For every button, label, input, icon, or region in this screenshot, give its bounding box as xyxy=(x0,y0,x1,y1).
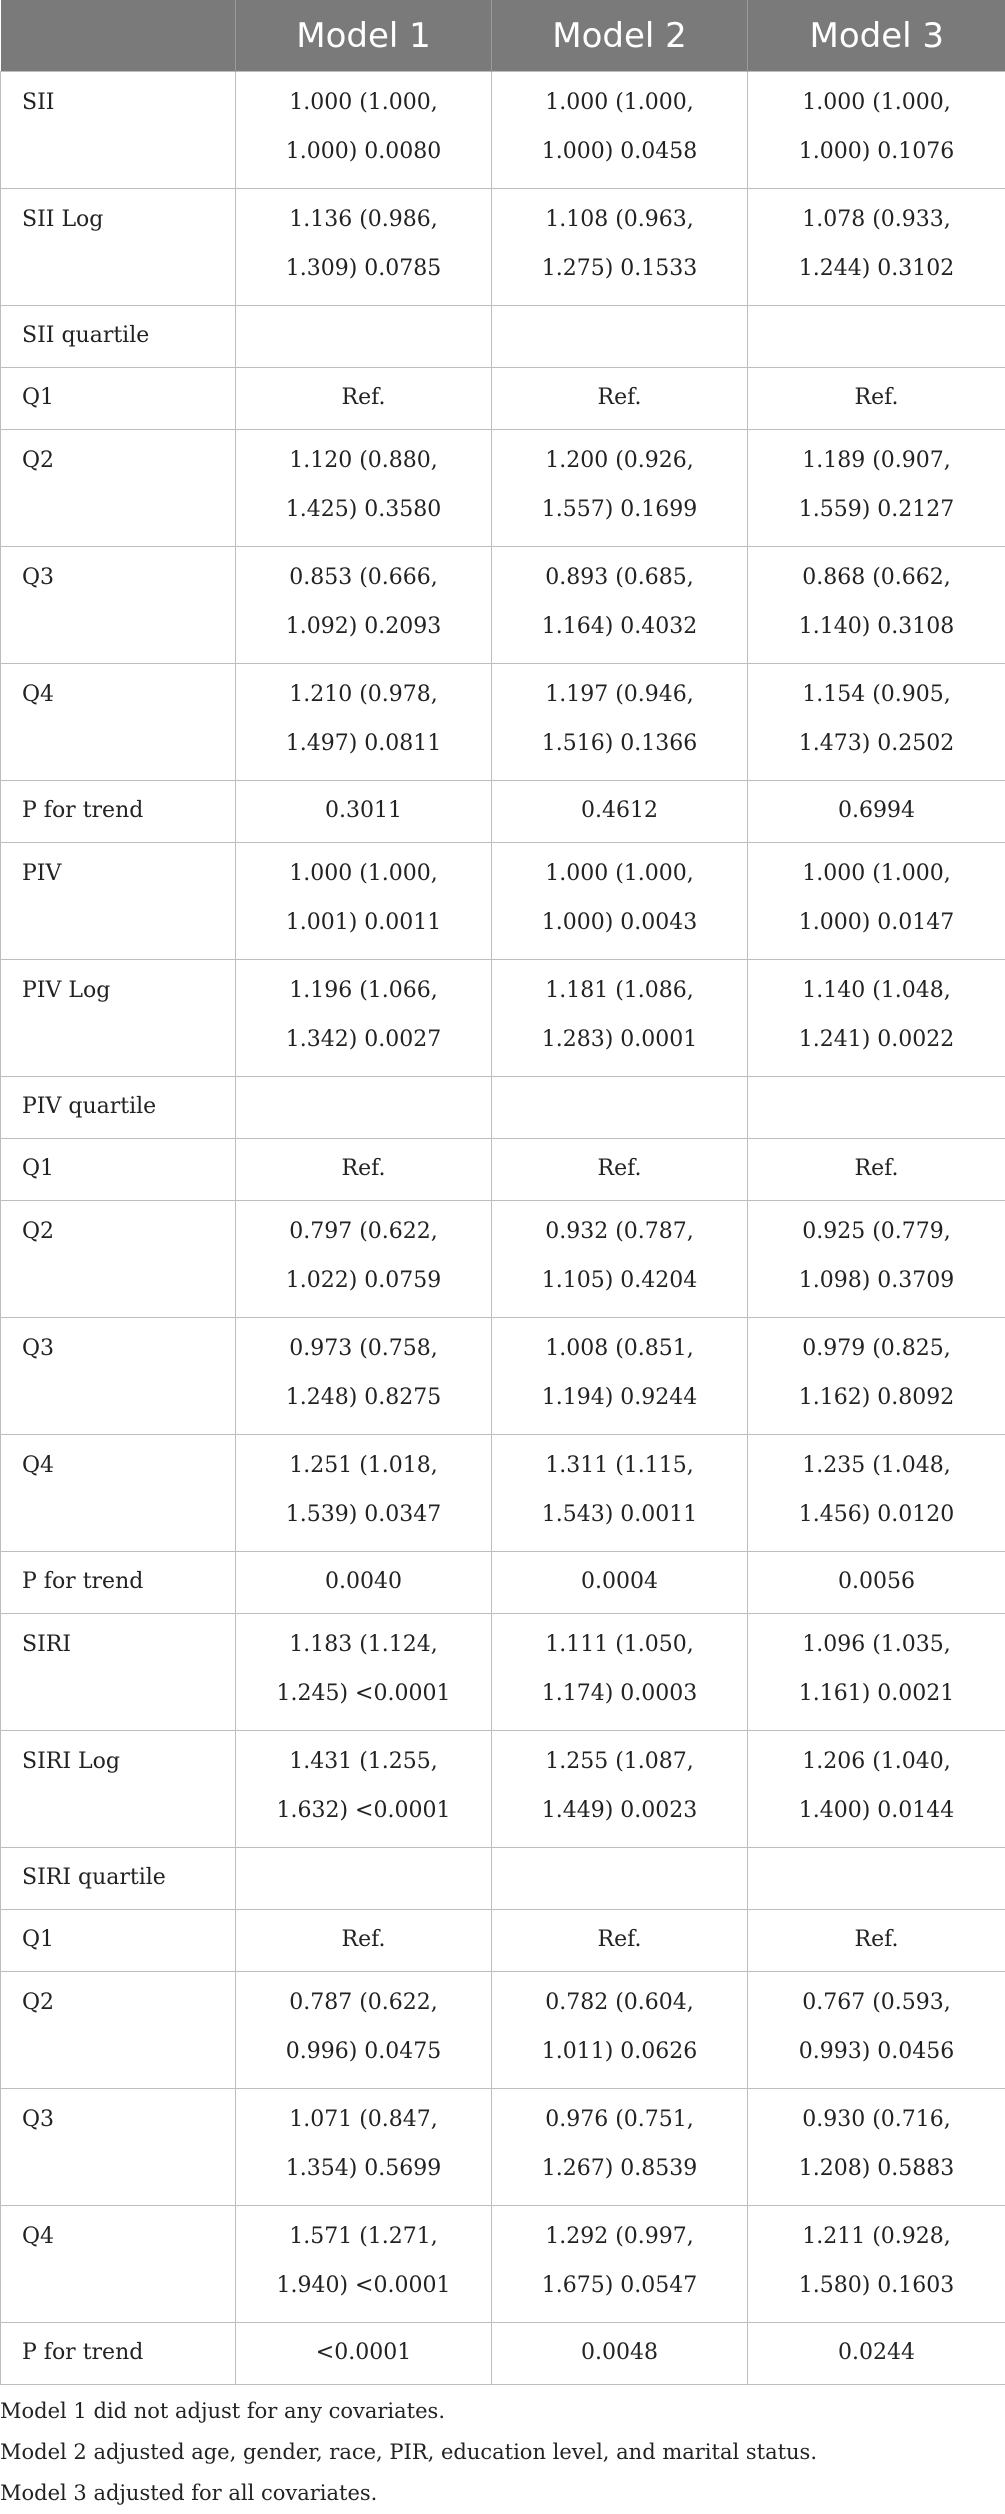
table-row xyxy=(1,2089,1005,2206)
table-row xyxy=(1,664,1005,781)
cell-model-2: 0.782 (0.604, 1.011) 0.0626 xyxy=(492,1972,748,2089)
cell-model-2: 0.976 (0.751, 1.267) 0.8539 xyxy=(492,2089,748,2206)
cell-model-1: 1.120 (0.880, 1.425) 0.3580 xyxy=(236,430,492,547)
table-row xyxy=(1,1077,1005,1139)
table-row xyxy=(1,1552,1005,1614)
table-row xyxy=(1,781,1005,843)
cell-model-3: 0.925 (0.779, 1.098) 0.3709 xyxy=(748,1201,1005,1318)
cell-model-3: 1.211 (0.928, 1.580) 0.1603 xyxy=(748,2206,1005,2323)
cell-model-3: Ref. xyxy=(748,1139,1005,1201)
cell-model-3: 1.206 (1.040, 1.400) 0.0144 xyxy=(748,1731,1005,1848)
cell-model-2: Ref. xyxy=(492,1910,748,1972)
table-row xyxy=(1,2323,1005,2385)
cell-model-1: 0.787 (0.622, 0.996) 0.0475 xyxy=(236,1972,492,2089)
cell-model-3: 0.767 (0.593, 0.993) 0.0456 xyxy=(748,1972,1005,2089)
cell-model-1 xyxy=(236,1848,492,1910)
cell-model-2: 1.292 (0.997, 1.675) 0.0547 xyxy=(492,2206,748,2323)
cell-model-2 xyxy=(492,1077,748,1139)
table-row xyxy=(1,2206,1005,2323)
row-label: Q4 xyxy=(1,1435,236,1552)
cell-model-3: 0.0244 xyxy=(748,2323,1005,2385)
row-label: Q1 xyxy=(1,1139,236,1201)
header-row xyxy=(1,0,1005,72)
header-cell-model-2: Model 2 xyxy=(492,0,748,72)
cell-model-3: 0.930 (0.716, 1.208) 0.5883 xyxy=(748,2089,1005,2206)
cell-model-2: 1.255 (1.087, 1.449) 0.0023 xyxy=(492,1731,748,1848)
cell-model-3 xyxy=(748,1077,1005,1139)
cell-model-1: Ref. xyxy=(236,1139,492,1201)
header-cell-model-3: Model 3 xyxy=(748,0,1005,72)
row-label: Q3 xyxy=(1,547,236,664)
table-row xyxy=(1,1435,1005,1552)
cell-model-1 xyxy=(236,306,492,368)
cell-model-1: 1.571 (1.271, 1.940) <0.0001 xyxy=(236,2206,492,2323)
table-row xyxy=(1,843,1005,960)
cell-model-1: 1.136 (0.986, 1.309) 0.0785 xyxy=(236,189,492,306)
cell-model-2: 0.893 (0.685, 1.164) 0.4032 xyxy=(492,547,748,664)
table-row xyxy=(1,547,1005,664)
cell-model-1: 1.251 (1.018, 1.539) 0.0347 xyxy=(236,1435,492,1552)
cell-model-2: 1.311 (1.115, 1.543) 0.0011 xyxy=(492,1435,748,1552)
cell-model-1: 1.000 (1.000, 1.000) 0.0080 xyxy=(236,72,492,189)
cell-model-1: 0.3011 xyxy=(236,781,492,843)
cell-model-1: 1.431 (1.255, 1.632) <0.0001 xyxy=(236,1731,492,1848)
cell-model-2: 1.000 (1.000, 1.000) 0.0043 xyxy=(492,843,748,960)
note-model-1: Model 1 did not adjust for any covariates. xyxy=(0,2391,1005,2432)
table-header xyxy=(1,0,1005,72)
cell-model-1: 1.071 (0.847, 1.354) 0.5699 xyxy=(236,2089,492,2206)
row-label: Q4 xyxy=(1,2206,236,2323)
note-model-2: Model 2 adjusted age, gender, race, PIR, education level, and marital status. xyxy=(0,2432,1005,2473)
cell-model-2: 1.111 (1.050, 1.174) 0.0003 xyxy=(492,1614,748,1731)
table-row xyxy=(1,189,1005,306)
table-notes xyxy=(0,2391,1005,2514)
cell-model-2: 0.932 (0.787, 1.105) 0.4204 xyxy=(492,1201,748,1318)
cell-model-1: 0.797 (0.622, 1.022) 0.0759 xyxy=(236,1201,492,1318)
row-label: Q2 xyxy=(1,1972,236,2089)
cell-model-3: 1.078 (0.933, 1.244) 0.3102 xyxy=(748,189,1005,306)
note-model-3: Model 3 adjusted for all covariates. xyxy=(0,2473,1005,2514)
cell-model-3: Ref. xyxy=(748,1910,1005,1972)
cell-model-1: 1.000 (1.000, 1.001) 0.0011 xyxy=(236,843,492,960)
cell-model-2: Ref. xyxy=(492,368,748,430)
table-row xyxy=(1,960,1005,1077)
table-row xyxy=(1,1318,1005,1435)
table-row xyxy=(1,1910,1005,1972)
row-label: P for trend xyxy=(1,1552,236,1614)
cell-model-2: 1.200 (0.926, 1.557) 0.1699 xyxy=(492,430,748,547)
cell-model-3: 1.235 (1.048, 1.456) 0.0120 xyxy=(748,1435,1005,1552)
row-label: Q1 xyxy=(1,368,236,430)
cell-model-1: 0.853 (0.666, 1.092) 0.2093 xyxy=(236,547,492,664)
cell-model-1 xyxy=(236,1077,492,1139)
row-label: Q3 xyxy=(1,1318,236,1435)
cell-model-3 xyxy=(748,1848,1005,1910)
cell-model-3: 0.6994 xyxy=(748,781,1005,843)
cell-model-2: 0.0048 xyxy=(492,2323,748,2385)
header-cell-label xyxy=(1,0,236,72)
cell-model-1: 1.196 (1.066, 1.342) 0.0027 xyxy=(236,960,492,1077)
cell-model-2: 1.197 (0.946, 1.516) 0.1366 xyxy=(492,664,748,781)
table-row xyxy=(1,1731,1005,1848)
cell-model-2 xyxy=(492,1848,748,1910)
cell-model-3: Ref. xyxy=(748,368,1005,430)
cell-model-2: 1.181 (1.086, 1.283) 0.0001 xyxy=(492,960,748,1077)
cell-model-3 xyxy=(748,306,1005,368)
row-label: SIRI Log xyxy=(1,1731,236,1848)
cell-model-1: Ref. xyxy=(236,1910,492,1972)
row-label: PIV xyxy=(1,843,236,960)
cell-model-2: Ref. xyxy=(492,1139,748,1201)
cell-model-3: 0.868 (0.662, 1.140) 0.3108 xyxy=(748,547,1005,664)
cell-model-1: Ref. xyxy=(236,368,492,430)
cell-model-1: 0.973 (0.758, 1.248) 0.8275 xyxy=(236,1318,492,1435)
row-label: Q2 xyxy=(1,1201,236,1318)
row-label: Q4 xyxy=(1,664,236,781)
cell-model-3: 1.189 (0.907, 1.559) 0.2127 xyxy=(748,430,1005,547)
cell-model-1: <0.0001 xyxy=(236,2323,492,2385)
row-label: SII quartile xyxy=(1,306,236,368)
table-row xyxy=(1,430,1005,547)
cell-model-3: 1.096 (1.035, 1.161) 0.0021 xyxy=(748,1614,1005,1731)
cell-model-3: 1.000 (1.000, 1.000) 0.1076 xyxy=(748,72,1005,189)
table-row xyxy=(1,306,1005,368)
cell-model-2: 1.108 (0.963, 1.275) 0.1533 xyxy=(492,189,748,306)
cell-model-2: 1.008 (0.851, 1.194) 0.9244 xyxy=(492,1318,748,1435)
table-row xyxy=(1,1614,1005,1731)
table-row xyxy=(1,368,1005,430)
row-label: Q2 xyxy=(1,430,236,547)
cell-model-1: 1.183 (1.124, 1.245) <0.0001 xyxy=(236,1614,492,1731)
row-label: PIV quartile xyxy=(1,1077,236,1139)
cell-model-2 xyxy=(492,306,748,368)
table-row xyxy=(1,1848,1005,1910)
row-label: SII Log xyxy=(1,189,236,306)
cell-model-3: 0.979 (0.825, 1.162) 0.8092 xyxy=(748,1318,1005,1435)
cell-model-1: 1.210 (0.978, 1.497) 0.0811 xyxy=(236,664,492,781)
table-row xyxy=(1,72,1005,189)
cell-model-1: 0.0040 xyxy=(236,1552,492,1614)
cell-model-3: 0.0056 xyxy=(748,1552,1005,1614)
row-label: Q3 xyxy=(1,2089,236,2206)
table-body xyxy=(1,72,1005,2385)
row-label: SII xyxy=(1,72,236,189)
row-label: PIV Log xyxy=(1,960,236,1077)
table-row xyxy=(1,1201,1005,1318)
cell-model-2: 1.000 (1.000, 1.000) 0.0458 xyxy=(492,72,748,189)
row-label: SIRI xyxy=(1,1614,236,1731)
table-row xyxy=(1,1139,1005,1201)
cell-model-2: 0.4612 xyxy=(492,781,748,843)
cell-model-2: 0.0004 xyxy=(492,1552,748,1614)
cell-model-3: 1.000 (1.000, 1.000) 0.0147 xyxy=(748,843,1005,960)
row-label: SIRI quartile xyxy=(1,1848,236,1910)
cell-model-3: 1.154 (0.905, 1.473) 0.2502 xyxy=(748,664,1005,781)
row-label: Q1 xyxy=(1,1910,236,1972)
cell-model-3: 1.140 (1.048, 1.241) 0.0022 xyxy=(748,960,1005,1077)
row-label: P for trend xyxy=(1,781,236,843)
header-cell-model-1: Model 1 xyxy=(236,0,492,72)
row-label: P for trend xyxy=(1,2323,236,2385)
table-row xyxy=(1,1972,1005,2089)
